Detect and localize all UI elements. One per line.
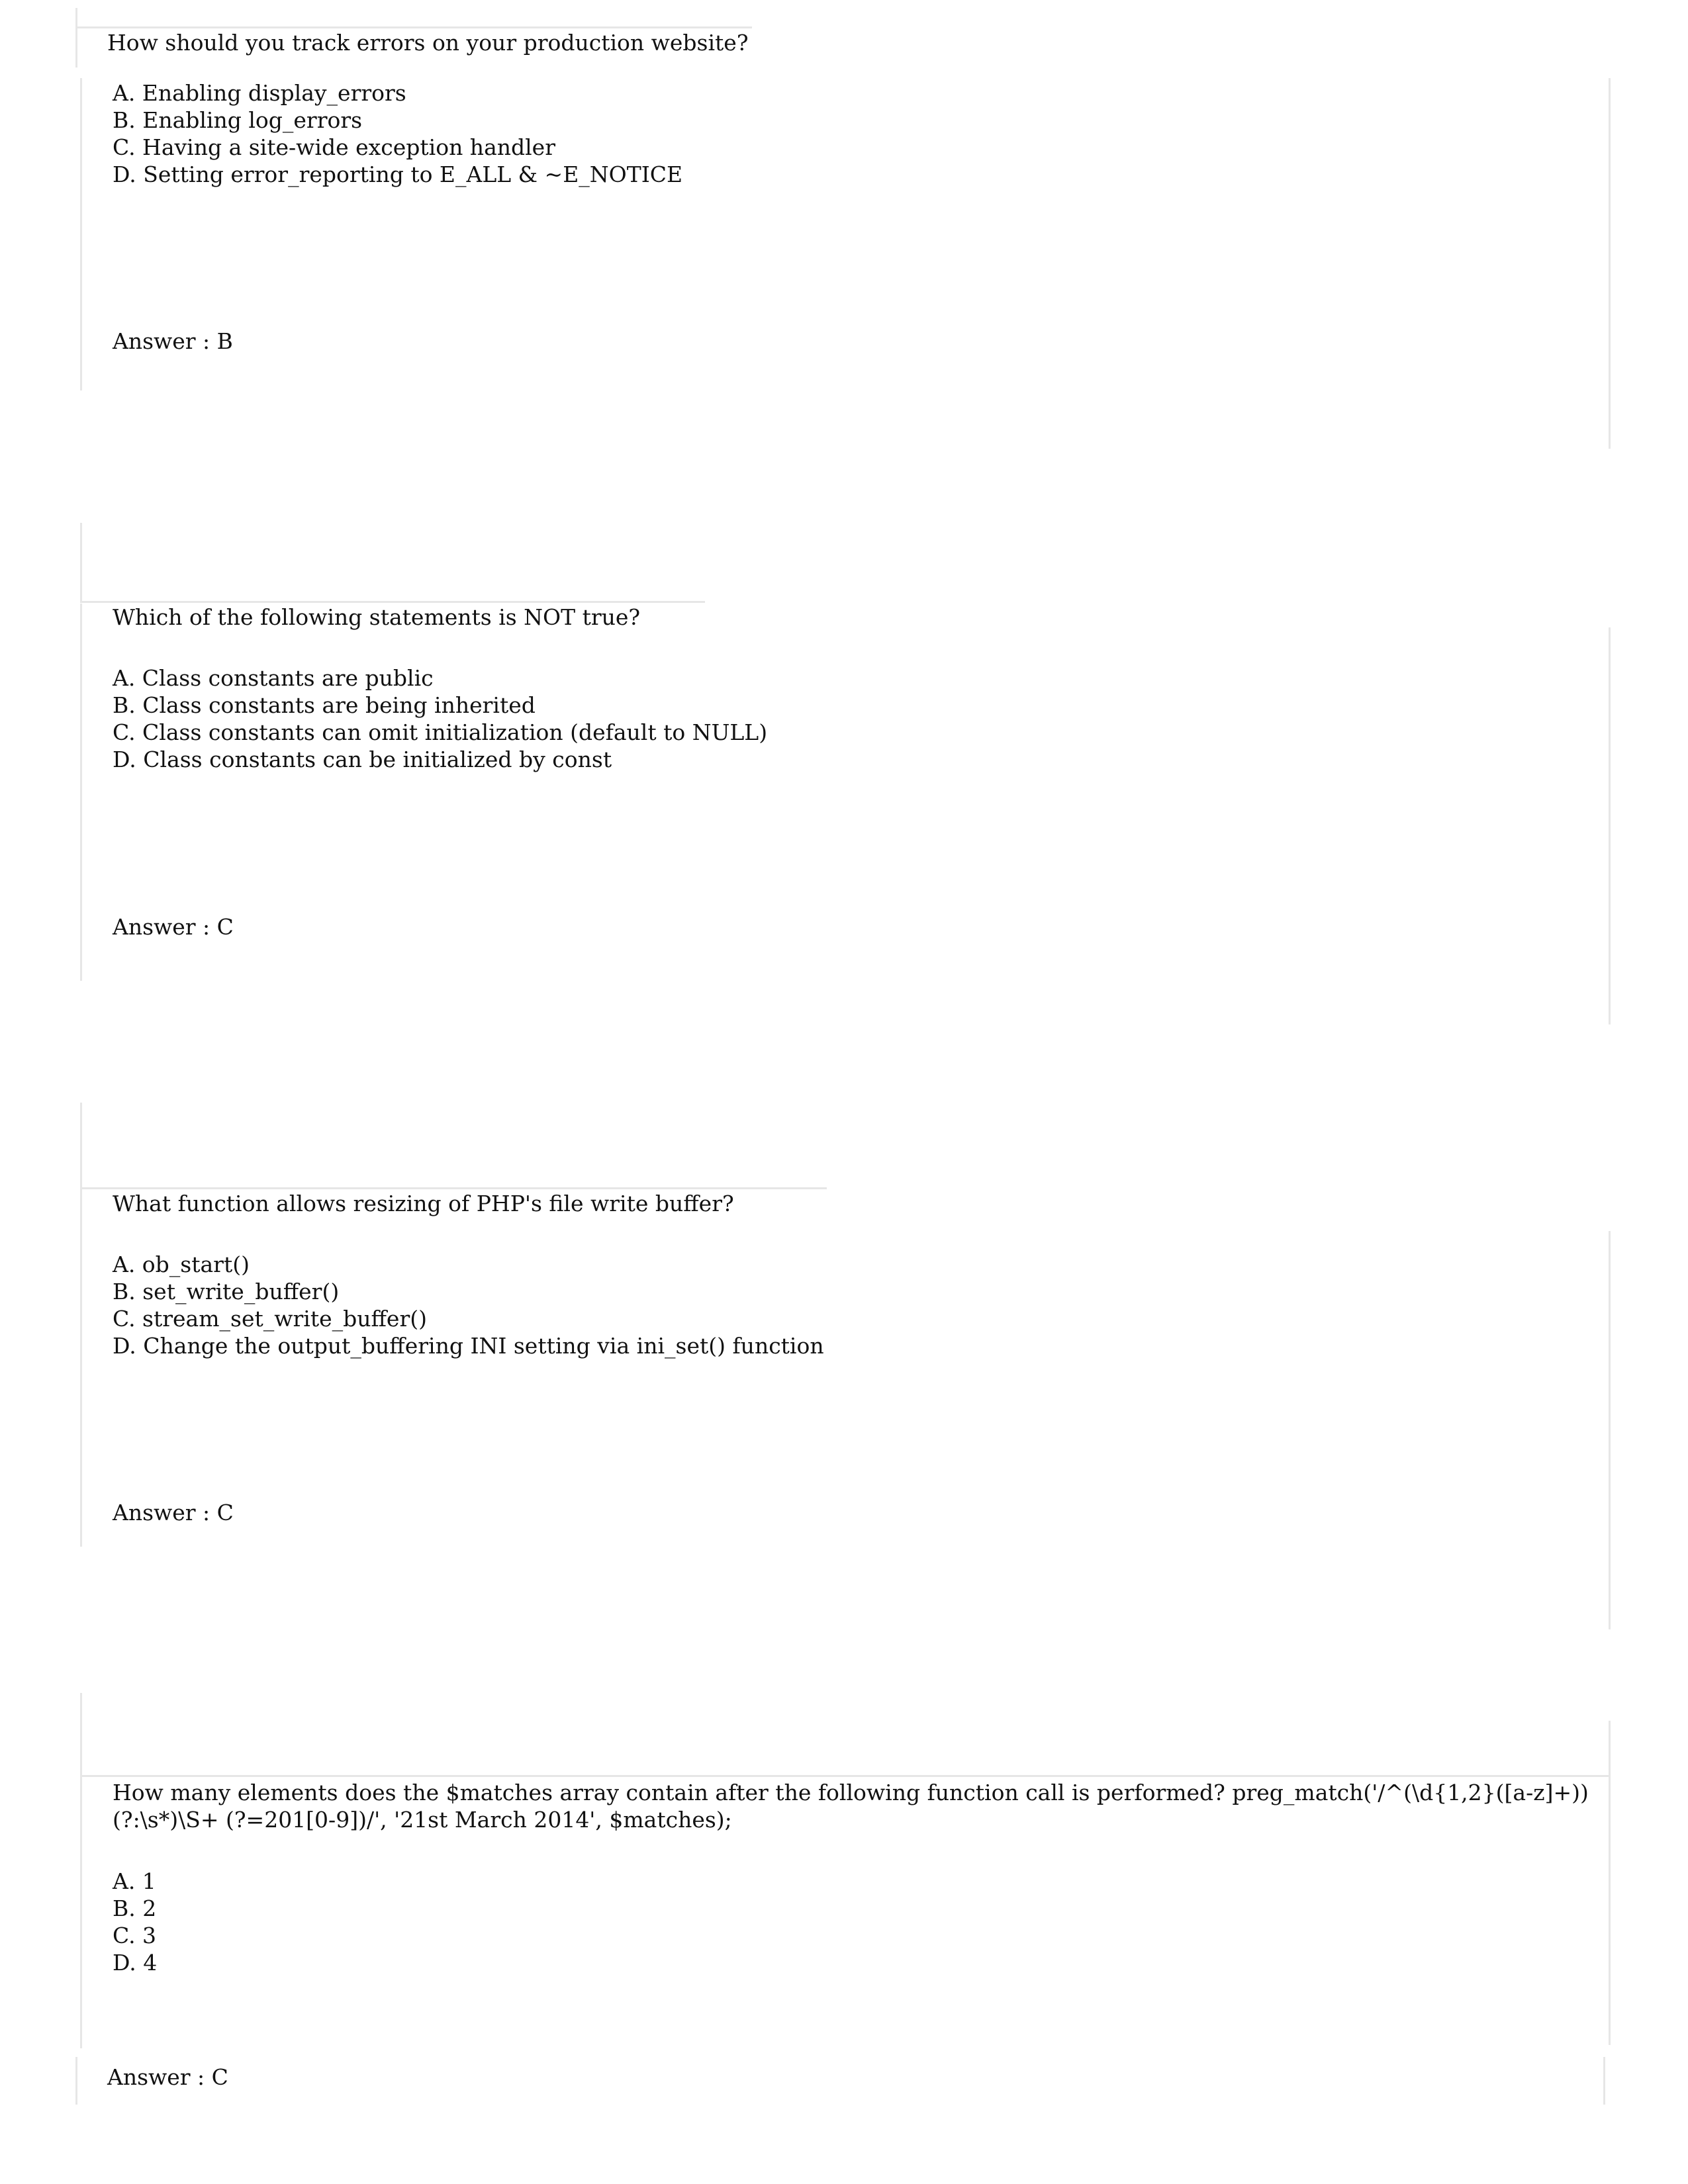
question-3-option-a: A. ob_start()	[113, 1251, 250, 1277]
right-border-q2	[1609, 627, 1611, 1024]
question-1-prompt-block	[107, 29, 769, 56]
top-rule-q1	[75, 26, 752, 28]
question-3-prompt-block	[113, 1190, 841, 1217]
question-1-option-a: A. Enabling display_errors	[113, 80, 406, 106]
question-1-text: How should you track errors on your production website?	[107, 30, 749, 56]
top-rule-q2	[80, 601, 705, 603]
question-3-option-d: D. Change the output_buffering INI setting via ini_set() function	[113, 1333, 824, 1359]
left-border-q3-body	[80, 1189, 82, 1547]
question-2-text: Which of the following statements is NOT true?	[113, 604, 641, 630]
right-border-q4-answer	[1603, 2057, 1605, 2105]
question-4-option-c: C. 3	[113, 1923, 157, 1948]
question-2-prompt-block	[113, 604, 774, 631]
question-3-answer: Answer : C	[113, 1500, 234, 1525]
question-4-option-b: B. 2	[113, 1895, 157, 1921]
question-1-option-d: D. Setting error_reporting to E_ALL & ~E_NOTICE	[113, 161, 683, 187]
left-border-q2-body	[80, 604, 82, 981]
question-3-text: What function allows resizing of PHP's file write buffer?	[113, 1191, 734, 1216]
right-border-q1	[1609, 78, 1611, 449]
question-4-prompt-block	[113, 1779, 1589, 1833]
left-border-q4-answer	[75, 2057, 77, 2105]
top-rule-q3	[80, 1187, 827, 1189]
left-border-q1-body	[80, 78, 82, 390]
left-border-q4-body	[80, 1777, 82, 2048]
left-border-q1	[75, 8, 77, 68]
question-2-option-c: C. Class constants can omit initialization (default to NULL)	[113, 719, 768, 745]
question-1-options	[113, 79, 841, 188]
question-3-option-b: B. set_write_buffer()	[113, 1279, 340, 1304]
left-border-q4-top	[80, 1693, 82, 1779]
left-border-q3-top	[80, 1103, 82, 1189]
question-2-answer: Answer : C	[113, 914, 234, 940]
question-3-option-c: C. stream_set_write_buffer()	[113, 1306, 427, 1332]
right-border-q4	[1609, 1721, 1611, 2045]
left-border-q2-top	[80, 523, 82, 602]
question-4-text: How many elements does the $matches array contain after the following function call is performed? preg_match('/^(\d{1,2}([a-z]+))(?:\s*)\S+ (?=201[0-9])/', '21st March 2014', $matches);	[113, 1780, 1589, 1833]
question-4-answer: Answer : C	[107, 2064, 228, 2090]
top-rule-q4	[80, 1775, 1611, 1777]
question-1-option-b: B. Enabling log_errors	[113, 107, 363, 133]
question-3-options	[113, 1251, 973, 1359]
question-1-answer: Answer : B	[113, 328, 233, 354]
question-2-option-a: A. Class constants are public	[113, 665, 434, 691]
question-2-option-b: B. Class constants are being inherited	[113, 692, 536, 718]
right-border-q3	[1609, 1231, 1611, 1629]
question-1-option-c: C. Having a site-wide exception handler	[113, 134, 555, 160]
question-4-options	[113, 1868, 377, 1976]
question-4-option-a: A. 1	[113, 1868, 156, 1894]
question-4-option-d: D. 4	[113, 1950, 158, 1976]
question-2-options	[113, 664, 907, 773]
question-2-option-d: D. Class constants can be initialized by const	[113, 747, 612, 772]
